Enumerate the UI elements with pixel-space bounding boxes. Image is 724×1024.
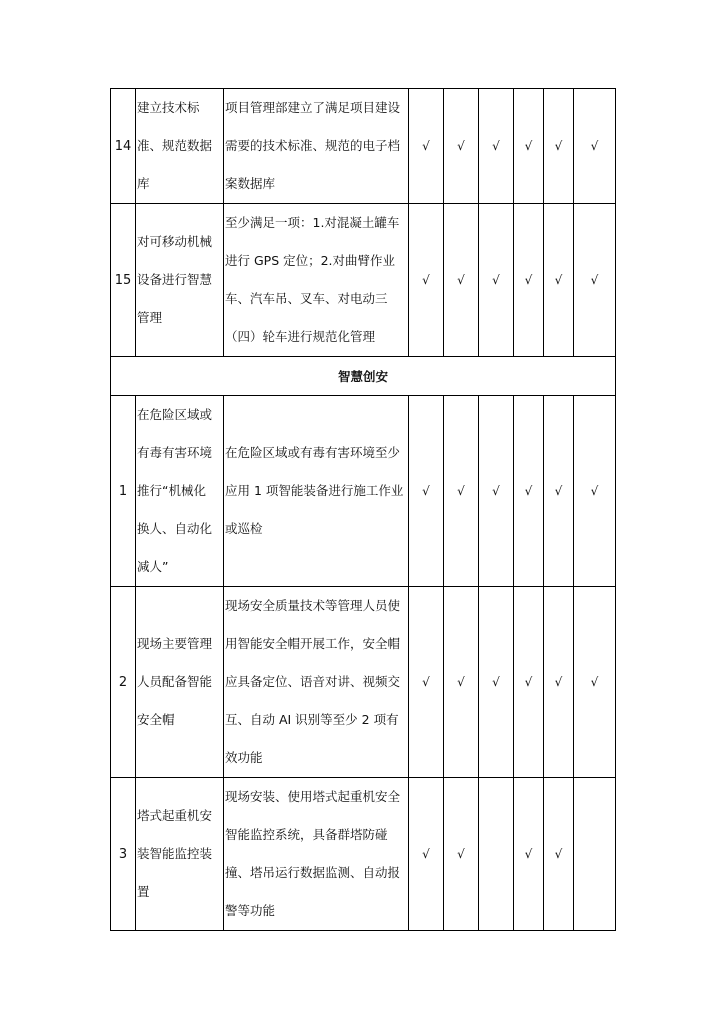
item-name — [136, 204, 224, 357]
table-row — [111, 204, 616, 357]
table-row — [111, 587, 616, 778]
requirement-line: 警等功能 — [225, 903, 276, 918]
check-cell: √ — [409, 204, 444, 357]
row-number: 14 — [111, 89, 136, 204]
check-cell: √ — [514, 396, 544, 587]
check-cell: √ — [444, 778, 479, 931]
check-cell: √ — [479, 204, 514, 357]
item-line: 管理 — [137, 310, 163, 325]
check-cell: √ — [479, 89, 514, 204]
standards-table — [110, 88, 616, 931]
check-cell: √ — [444, 587, 479, 778]
table-row — [111, 396, 616, 587]
requirement — [224, 587, 409, 778]
check-cell: √ — [479, 396, 514, 587]
item-line: 换人、自动化 — [137, 521, 213, 536]
check-cell: √ — [514, 587, 544, 778]
item-line: 建立技术标 — [137, 100, 200, 115]
check-cell: √ — [444, 396, 479, 587]
check-cell: √ — [574, 89, 616, 204]
requirement — [224, 204, 409, 357]
check-cell: √ — [409, 396, 444, 587]
item-line: 库 — [137, 176, 150, 191]
check-cell — [479, 778, 514, 931]
check-cell: √ — [544, 587, 574, 778]
check-cell — [574, 778, 616, 931]
check-cell: √ — [514, 89, 544, 204]
item-name — [136, 89, 224, 204]
requirement-line: 或巡检 — [225, 521, 263, 536]
requirement — [224, 89, 409, 204]
row-number: 1 — [111, 396, 136, 587]
row-number: 15 — [111, 204, 136, 357]
check-cell: √ — [544, 89, 574, 204]
requirement-line: 需要的技术标准、规范的电子档 — [225, 138, 401, 153]
table-row — [111, 778, 616, 931]
requirement-line: 车、汽车吊、叉车、对电动三 — [225, 291, 388, 306]
requirement-line: 案数据库 — [225, 176, 276, 191]
requirement-line: 智能监控系统，具备群塔防碰 — [225, 827, 388, 842]
requirement — [224, 396, 409, 587]
check-cell: √ — [574, 396, 616, 587]
check-cell: √ — [409, 587, 444, 778]
table-row — [111, 89, 616, 204]
requirement-line: 至少满足一项：1.对混凝土罐车 — [225, 215, 400, 230]
check-cell: √ — [574, 204, 616, 357]
check-cell: √ — [514, 204, 544, 357]
requirement-line: 在危险区域或有毒有害环境至少 — [225, 445, 401, 460]
requirement-line: 效功能 — [225, 750, 263, 765]
item-name — [136, 396, 224, 587]
item-line: 置 — [137, 884, 150, 899]
item-line: 有毒有害环境 — [137, 445, 213, 460]
item-line: 人员配备智能 — [137, 674, 213, 689]
requirement-line: 项目管理部建立了满足项目建设 — [225, 100, 401, 115]
check-cell: √ — [409, 778, 444, 931]
check-cell: √ — [544, 396, 574, 587]
requirement-line: 互、自动 AI 识别等至少 2 项有 — [225, 712, 399, 727]
check-cell: √ — [574, 587, 616, 778]
item-line: 推行“机械化 — [137, 483, 206, 498]
row-number: 3 — [111, 778, 136, 931]
check-cell: √ — [444, 89, 479, 204]
requirement-line: 应具备定位、语音对讲、视频交 — [225, 674, 401, 689]
item-line: 塔式起重机安 — [137, 808, 213, 823]
item-line: 现场主要管理 — [137, 636, 213, 651]
row-number: 2 — [111, 587, 136, 778]
section-header-row — [111, 357, 616, 396]
requirement-line: 现场安装、使用塔式起重机安全 — [225, 789, 401, 804]
requirement-line: 现场安全质量技术等管理人员使 — [225, 598, 401, 613]
requirement-line: 用智能安全帽开展工作，安全帽 — [225, 636, 401, 651]
requirement-line: 撞、塔吊运行数据监测、自动报 — [225, 865, 401, 880]
item-line: 减人” — [137, 559, 169, 574]
item-line: 在危险区域或 — [137, 407, 213, 422]
item-line: 准、规范数据 — [137, 138, 213, 153]
requirement — [224, 778, 409, 931]
item-line: 设备进行智慧 — [137, 272, 213, 287]
check-cell: √ — [544, 204, 574, 357]
check-cell: √ — [479, 587, 514, 778]
item-name — [136, 587, 224, 778]
item-line: 装智能监控装 — [137, 846, 213, 861]
check-cell: √ — [409, 89, 444, 204]
check-cell: √ — [514, 778, 544, 931]
section-title: 智慧创安 — [111, 357, 616, 396]
check-cell: √ — [544, 778, 574, 931]
requirement-line: 进行 GPS 定位；2.对曲臂作业 — [225, 253, 396, 268]
requirement-line: （四）轮车进行规范化管理 — [225, 329, 376, 344]
requirement-line: 应用 1 项智能装备进行施工作业 — [225, 483, 404, 498]
item-name — [136, 778, 224, 931]
item-line: 安全帽 — [137, 712, 175, 727]
item-line: 对可移动机械 — [137, 234, 213, 249]
check-cell: √ — [444, 204, 479, 357]
